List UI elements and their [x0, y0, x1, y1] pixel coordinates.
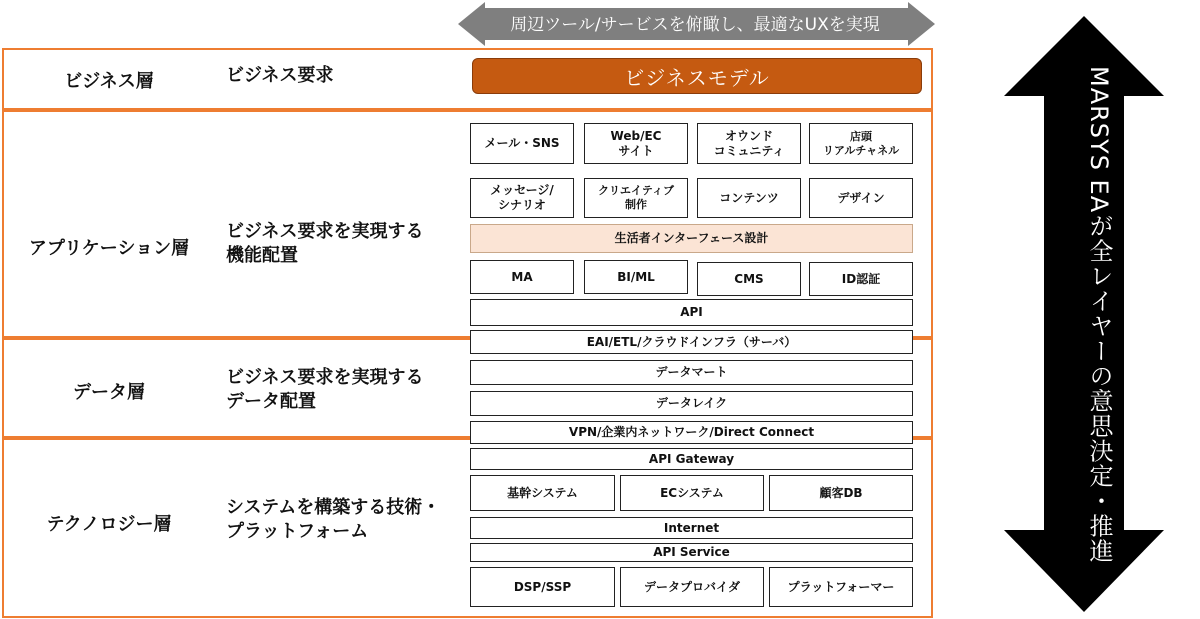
box-owned-community: オウンド コミュニティ	[697, 123, 801, 164]
box-core-system: 基幹システム	[470, 475, 615, 511]
box-message: メッセージ/ シナリオ	[470, 178, 574, 218]
box-interface-design: 生活者インターフェース設計	[470, 224, 913, 253]
box-eai-etl: EAI/ETL/クラウドインフラ（サーバ）	[470, 330, 913, 354]
technology-layer-name: テクノロジー層	[46, 514, 172, 535]
box-dsp-ssp: DSP/SSP	[470, 567, 615, 607]
data-layer-name: データ層	[73, 382, 145, 403]
box-datamart: データマート	[470, 360, 913, 385]
box-web-ec: Web/EC サイト	[584, 123, 688, 164]
application-layer-desc: ビジネス要求を実現する 機能配置	[226, 221, 424, 266]
box-mail-sns: メール・SNS	[470, 123, 574, 164]
box-datalake: データレイク	[470, 391, 913, 416]
box-api: API	[470, 299, 913, 326]
box-bi-ml: BI/ML	[584, 260, 688, 294]
business-layer-name: ビジネス層	[64, 71, 154, 92]
box-platformer: プラットフォーマー	[769, 567, 913, 607]
business-model-bar: ビジネスモデル	[472, 58, 922, 94]
box-ec-system: ECシステム	[620, 475, 764, 511]
data-layer-desc: ビジネス要求を実現する データ配置	[226, 367, 424, 412]
box-ma: MA	[470, 260, 574, 294]
box-api-gateway: API Gateway	[470, 448, 913, 470]
box-contents: コンテンツ	[697, 178, 801, 218]
box-creative: クリエイティブ 制作	[584, 178, 688, 218]
box-data-provider: データプロバイダ	[620, 567, 764, 607]
box-cms: CMS	[697, 262, 801, 296]
technology-layer-desc: システムを構築する技術・ プラットフォーム	[226, 497, 441, 542]
box-design: デザイン	[809, 178, 913, 218]
box-internet: Internet	[470, 517, 913, 539]
box-store-real: 店頭 リアルチャネル	[809, 123, 913, 164]
application-layer-name: アプリケーション層	[28, 238, 190, 259]
top-arrow-label: 周辺ツール/サービスを俯瞰し、最適なUXを実現	[510, 14, 880, 35]
box-id-auth: ID認証	[809, 262, 913, 296]
box-vpn: VPN/企業内ネットワーク/Direct Connect	[470, 421, 913, 444]
box-customer-db: 顧客DB	[769, 475, 913, 511]
side-arrow-label: MARSYS EAが全レイヤーの意思決定・推進	[1085, 66, 1113, 564]
box-api-service: API Service	[470, 543, 913, 562]
business-layer-desc: ビジネス要求	[226, 65, 334, 86]
